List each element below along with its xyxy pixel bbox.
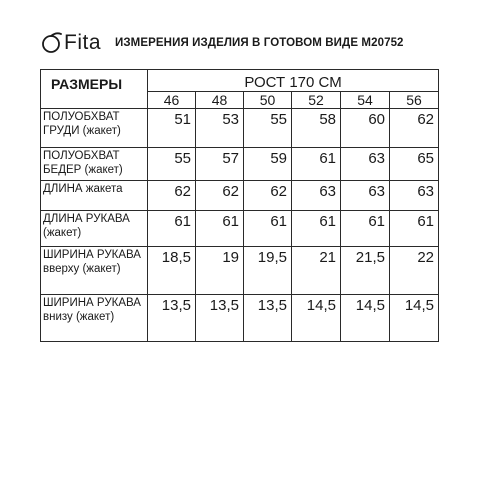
table-cell: 61 bbox=[292, 148, 341, 181]
table-cell: 19 bbox=[196, 247, 244, 295]
row-label: ПОЛУОБХВАТ ГРУДИ (жакет) bbox=[41, 109, 148, 148]
table-cell: 14,5 bbox=[341, 295, 390, 342]
row-label: ПОЛУОБХВАТ БЕДЕР (жакет) bbox=[41, 148, 148, 181]
table-cell: 63 bbox=[341, 148, 390, 181]
header bbox=[40, 28, 490, 58]
table-cell: 55 bbox=[244, 109, 292, 148]
table-cell: 21,5 bbox=[341, 247, 390, 295]
table-cell: 65 bbox=[390, 148, 439, 181]
table-cell: 61 bbox=[292, 211, 341, 247]
table-header-row bbox=[41, 70, 439, 92]
size-50: 50 bbox=[244, 92, 292, 109]
table-row-sleeve-width-top bbox=[41, 247, 439, 295]
table-cell: 62 bbox=[196, 181, 244, 211]
table-cell: 19,5 bbox=[244, 247, 292, 295]
table-cell: 18,5 bbox=[148, 247, 196, 295]
table-cell: 14,5 bbox=[390, 295, 439, 342]
row-label: ДЛИНА РУКАВА (жакет) bbox=[41, 211, 148, 247]
table-cell: 61 bbox=[244, 211, 292, 247]
table-cell: 13,5 bbox=[244, 295, 292, 342]
table-cell: 61 bbox=[196, 211, 244, 247]
table-cell: 22 bbox=[390, 247, 439, 295]
table-cell: 13,5 bbox=[196, 295, 244, 342]
table-cell: 62 bbox=[390, 109, 439, 148]
table-cell: 63 bbox=[390, 181, 439, 211]
size-56: 56 bbox=[390, 92, 439, 109]
row-label: ШИРИНА РУКАВА внизу (жакет) bbox=[41, 295, 148, 342]
brand-logo bbox=[40, 31, 101, 55]
logo-mark-icon bbox=[40, 32, 64, 54]
table-cell: 21 bbox=[292, 247, 341, 295]
table-cell: 63 bbox=[341, 181, 390, 211]
size-54: 54 bbox=[341, 92, 390, 109]
table-cell: 13,5 bbox=[148, 295, 196, 342]
table-row-jacket-length bbox=[41, 181, 439, 211]
table-cell: 59 bbox=[244, 148, 292, 181]
size-48: 48 bbox=[196, 92, 244, 109]
table-cell: 62 bbox=[244, 181, 292, 211]
table-cell: 60 bbox=[341, 109, 390, 148]
row-label: ШИРИНА РУКАВА вверху (жакет) bbox=[41, 247, 148, 295]
table-cell: 63 bbox=[292, 181, 341, 211]
size-chart-table bbox=[40, 69, 439, 342]
table-cell: 57 bbox=[196, 148, 244, 181]
table-cell: 53 bbox=[196, 109, 244, 148]
table-cell: 14,5 bbox=[292, 295, 341, 342]
table-row-sleeve-length bbox=[41, 211, 439, 247]
logo-text: Fita bbox=[64, 31, 102, 54]
page-title: ИЗМЕРЕНИЯ ИЗДЕЛИЯ В ГОТОВОМ ВИДЕ М20752 bbox=[115, 37, 404, 49]
table-cell: 51 bbox=[148, 109, 196, 148]
table-cell: 61 bbox=[390, 211, 439, 247]
table-cell: 55 bbox=[148, 148, 196, 181]
size-52: 52 bbox=[292, 92, 341, 109]
growth-header: РОСТ 170 СМ bbox=[148, 70, 439, 92]
table-row-sleeve-width-bottom bbox=[41, 295, 439, 342]
table-row-chest bbox=[41, 109, 439, 148]
table-cell: 58 bbox=[292, 109, 341, 148]
table-cell: 61 bbox=[148, 211, 196, 247]
sizes-header: РАЗМЕРЫ bbox=[41, 70, 148, 109]
size-46: 46 bbox=[148, 92, 196, 109]
row-label: ДЛИНА жакета bbox=[41, 181, 148, 211]
table-cell: 62 bbox=[148, 181, 196, 211]
table-row-hips bbox=[41, 148, 439, 181]
table-cell: 61 bbox=[341, 211, 390, 247]
